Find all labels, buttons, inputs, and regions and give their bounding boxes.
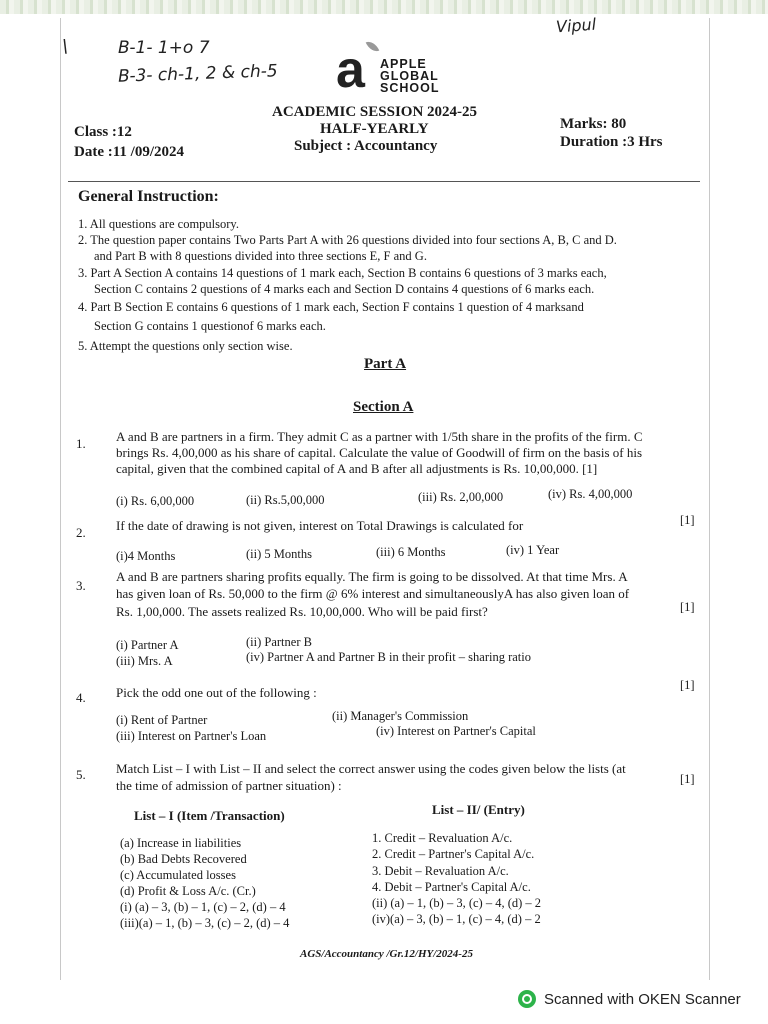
school-name-line2: GLOBAL xyxy=(380,69,439,83)
handwritten-name: Vipul xyxy=(555,14,597,37)
q2-mark: [1] xyxy=(680,513,695,527)
page-footer: AGS/Accountancy /Gr.12/HY/2024-25 xyxy=(300,948,473,960)
q1-option-1: (i) Rs. 6,00,000 xyxy=(116,494,195,508)
q5-code-4: (iv)(a) – 3, (b) – 1, (c) – 4, (d) – 2 xyxy=(372,912,541,926)
q3-option-2: (ii) Partner B xyxy=(246,635,312,649)
q5-code-3: (iii)(a) – 1, (b) – 3, (c) – 2, (d) – 4 xyxy=(120,916,290,930)
exam-name: HALF-YEARLY xyxy=(320,121,429,137)
q1-line3: capital, given that the combined capital of A and B after all adjustments is Rs. 10,00,000. [1] xyxy=(116,461,598,476)
top-scan-edge xyxy=(0,0,768,14)
instruction-2-cont: and Part B with 8 questions divided into three sections E, F and G. xyxy=(94,249,427,263)
q5-code-2: (ii) (a) – 1, (b) – 3, (c) – 4, (d) – 2 xyxy=(372,896,542,910)
q2-option-2: (ii) 5 Months xyxy=(246,547,312,561)
list-2-item: 1. Credit – Revaluation A/c. xyxy=(372,831,513,845)
scanner-logo-icon xyxy=(518,990,536,1008)
list-1-item: (d) Profit & Loss A/c. (Cr.) xyxy=(120,884,256,898)
q3-mark: [1] xyxy=(680,600,695,614)
instruction-2: 2. The question paper contains Two Parts Part A with 26 questions divided into four sections A, B, C and D. xyxy=(78,233,617,247)
q2-option-3: (iii) 6 Months xyxy=(376,545,446,559)
q5-line1: Match List – I with List – II and select the correct answer using the codes given below the lists (at xyxy=(116,761,626,776)
section-a-heading: Section A xyxy=(353,399,414,415)
scanner-text: Scanned with OKEN Scanner xyxy=(544,990,741,1008)
marks-label: Marks: 80 xyxy=(560,116,627,132)
list-1-item: (b) Bad Debts Recovered xyxy=(120,852,247,866)
part-a-heading: Part A xyxy=(364,356,407,372)
school-name-line3: SCHOOL xyxy=(380,81,440,95)
q3-line2: has given loan of Rs. 50,000 to the firm @ 6% interest and simultaneouslyA has also given loan of xyxy=(116,586,630,601)
q2-option-4: (iv) 1 Year xyxy=(506,543,560,557)
list-2-item: 2. Credit – Partner's Capital A/c. xyxy=(372,847,535,861)
instruction-3-cont: Section C contains 2 questions of 4 marks each and Section D contains 4 questions of 6 marks each. xyxy=(94,282,595,296)
q1-line1: A and B are partners in a firm. They admit C as a partner with 1/5th share in the profits of the firm. C xyxy=(116,429,643,444)
list-1-item: (c) Accumulated losses xyxy=(120,868,236,882)
handwritten-note-2: B-3- ch-1, 2 & ch-5 xyxy=(117,61,278,87)
q1-option-4: (iv) Rs. 4,00,000 xyxy=(548,487,633,501)
list-1-heading: List – I (Item /Transaction) xyxy=(134,808,285,823)
list-2-item: 4. Debit – Partner's Capital A/c. xyxy=(372,880,531,894)
q4-option-3: (iii) Interest on Partner's Loan xyxy=(116,729,267,743)
q4-text: Pick the odd one out of the following : xyxy=(116,685,317,700)
q4-option-1: (i) Rent of Partner xyxy=(116,713,208,727)
list-2-heading: List – II/ (Entry) xyxy=(432,802,525,817)
q5-code-1: (i) (a) – 3, (b) – 1, (c) – 2, (d) – 4 xyxy=(120,900,286,914)
q2-text: If the date of drawing is not given, interest on Total Drawings is calculated for xyxy=(116,518,524,533)
q3-option-4: (iv) Partner A and Partner B in their profit – sharing ratio xyxy=(246,650,532,664)
pen-mark: \ xyxy=(62,36,69,57)
q3-option-3: (iii) Mrs. A xyxy=(116,654,173,668)
instruction-1: 1. All questions are compulsory. xyxy=(78,217,239,231)
q4-mark: [1] xyxy=(680,678,695,692)
q5-line2: the time of admission of partner situation) : xyxy=(116,778,342,793)
q4-number: 4. xyxy=(76,690,86,705)
q4-option-2: (ii) Manager's Commission xyxy=(332,709,469,723)
q1-option-3: (iii) Rs. 2,00,000 xyxy=(418,490,504,504)
header-divider xyxy=(68,181,700,182)
q5-number: 5. xyxy=(76,767,86,782)
instructions-title: General Instruction: xyxy=(78,188,219,205)
school-logo-letter: a xyxy=(336,41,365,99)
list-1-item: (a) Increase in liabilities xyxy=(120,836,242,850)
q3-line1: A and B are partners sharing profits equally. The firm is going to be dissolved. At that time Mrs. A xyxy=(116,569,628,584)
q1-number: 1. xyxy=(76,436,86,451)
q2-option-1: (i)4 Months xyxy=(116,549,176,563)
q3-number: 3. xyxy=(76,578,86,593)
list-2-item: 3. Debit – Revaluation A/c. xyxy=(372,864,509,878)
handwritten-note-1: B-1- 1+o 7 xyxy=(118,38,210,58)
q4-option-4: (iv) Interest on Partner's Capital xyxy=(376,724,536,738)
school-name-line1: APPLE xyxy=(380,57,427,71)
q5-mark: [1] xyxy=(680,772,695,786)
instruction-3: 3. Part A Section A contains 14 questions of 1 mark each, Section B contains 6 questions of 3 marks each, xyxy=(78,266,607,280)
class-label: Class :12 xyxy=(74,124,132,140)
scanner-watermark xyxy=(518,990,741,1008)
q1-line2: brings Rs. 4,00,000 as his share of capital. Calculate the value of Goodwill of firm on the basis of his xyxy=(116,445,643,460)
instruction-4: 4. Part B Section E contains 6 questions of 1 mark each, Section F contains 1 question of 4 marksand xyxy=(78,300,584,314)
academic-session: ACADEMIC SESSION 2024-25 xyxy=(272,104,478,120)
instruction-4-cont: Section G contains 1 questionof 6 marks each. xyxy=(94,319,326,333)
q3-option-1: (i) Partner A xyxy=(116,638,179,652)
subject: Subject : Accountancy xyxy=(294,138,438,154)
duration-label: Duration :3 Hrs xyxy=(560,134,663,150)
q1-option-2: (ii) Rs.5,00,000 xyxy=(246,493,325,507)
instruction-5: 5. Attempt the questions only section wise. xyxy=(78,339,293,353)
q2-number: 2. xyxy=(76,525,86,540)
date-label: Date :11 /09/2024 xyxy=(74,144,184,160)
q3-line3: Rs. 1,00,000. The assets realized Rs. 10,00,000. Who will be paid first? xyxy=(116,604,488,619)
